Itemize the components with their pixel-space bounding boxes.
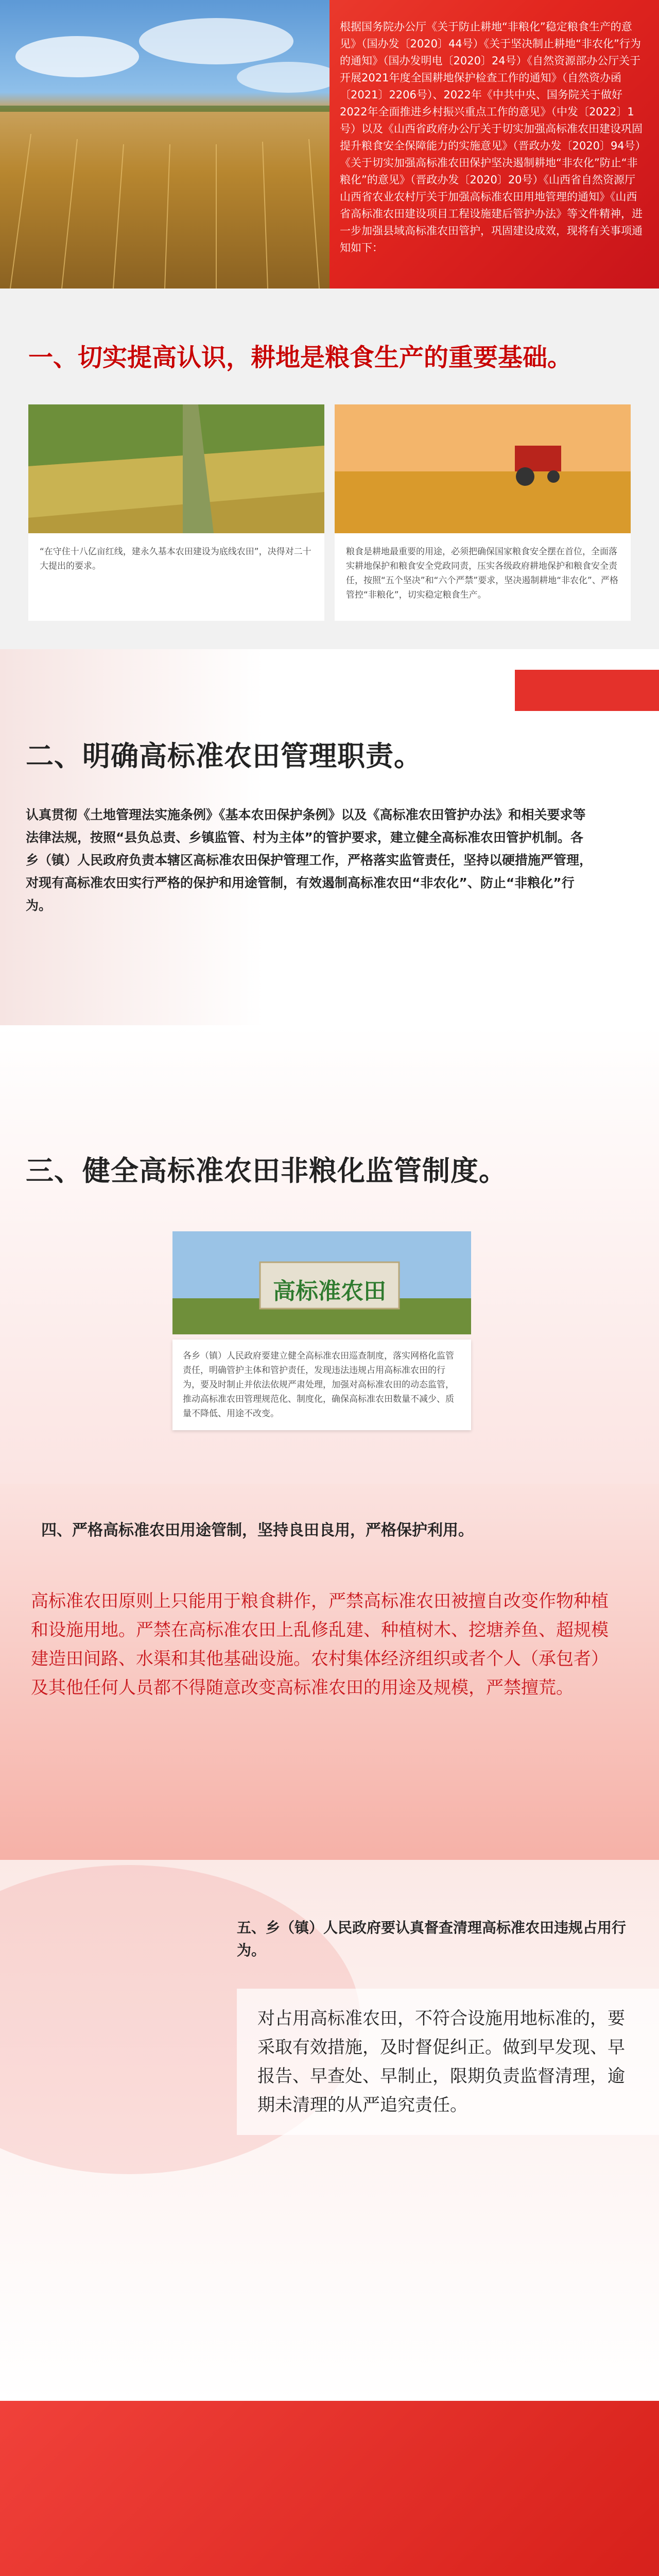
section-2-title: 二、明确高标准农田管理职责。 — [26, 740, 422, 772]
section-3-caption-card: 各乡（镇）人民政府要建立健全高标准农田巡查制度，落实网格化监管责任，明确管护主体和管护责任，发现违法违规占用高标准农田的行为，要及时制止并依法依规严肃处理，加强对高标准农田的动态监管，推动高标准农田管理规范化、制度化，确保高标准农田数量不减少、质量不降低、用途不改变。 — [172, 1340, 471, 1430]
section-2-red-stripe — [515, 670, 659, 711]
farmland-aerial-image — [28, 404, 324, 533]
section-4-title: 四、严格高标准农田用途管制，坚持良田良用，严格保护利用。 — [41, 1521, 474, 1539]
section-1-title: 一、切实提高认识，耕地是粮食生产的重要基础。 — [28, 343, 573, 372]
section-5-title: 五、乡（镇）人民政府要认真督查清理高标准农田违规占用行为。 — [237, 1919, 627, 1959]
section-2-body: 认真贯彻《土地管理法实施条例》《基本农田保护条例》以及《高标准农田管护办法》和相关要求等法律法规，按照“县负总责、乡镇监管、村为主体”的管护要求，建立健全高标准农田管护机制。各乡（镇）人民政府负责本辖区高标准农田保护管理工作，严格落实监管责任，坚持以硬措施严管理，对现有高标准农田实行严格的保护和用途管制，有效遏制高标准农田“非农化”、防止“非粮化”行为。 — [26, 807, 593, 913]
section-3-photo — [172, 1231, 471, 1334]
intro-text: 根据国务院办公厅《关于防止耕地“非粮化”稳定粮食生产的意见》（国办发〔2020〕44号）《关于坚决制止耕地“非农化”行为的通知》（国办发明电〔2020〕24号）《自然资源部办公厅关于开展2021年度全国耕地保护检查工作的通知》（自然资办函〔2021〕2206号）、2022年《中共中央、国务院关于做好2022年全面推进乡村振兴重点工作的意见》（中发〔2022〕1号）以及《山西省政府办公厅关于切实加强高标准农田建设巩固提升粮食安全保障能力的实施意见》（晋政办发〔2020〕94号）《关于切实加强高标准农田保护坚决遏制耕地“非农化”防止“非粮化”的意见》（晋政办发〔2020〕20号）《山西省自然资源厅山西省农业农村厅关于加强高标准农田用地管理的通知》《山西省高标准农田建设项目工程设施建后管护办法》等文件精神，进一步加强县域高标准农田管护，巩固建设成效，现将有关事项通知如下： — [340, 21, 643, 254]
harvest-tractor-image — [335, 404, 631, 533]
section-4-body: 高标准农田原则上只能用于粮食耕作，严禁高标准农田被擅自改变作物种植和设施用地。严禁在高标准农田上乱修乱建、种植树木、挖塘养鱼、超规模建造田间路、水渠和其他基础设施。农村集体经济组织或者个人（承包者）及其他任何人员都不得随意改变高标准农田的用途及规模，严禁擅荒。 — [31, 1591, 609, 1698]
wheat-field-illustration — [0, 0, 330, 289]
section-5-body-card: 对占用高标准农田，不符合设施用地标准的，要采取有效措施，及时督促纠正。做到早发现、早报告、早查处、早制止，限期负责监督清理，逾期未清理的从严追究责任。 — [237, 1989, 659, 2135]
section-1-left-caption: “在守住十八亿亩红线，建永久基本农田建设为底线农田”，决得对二十大提出的要求。 — [40, 547, 311, 571]
section-1-card-left — [28, 404, 324, 621]
section-1-right-text: 粮食是耕地最重要的用途，必须把确保国家粮食安全摆在首位，全面落实耕地保护和粮食安全党政同责，压实各级政府耕地保护和粮食安全责任，按照“五个坚决”和“六个严禁”要求，坚决遏制耕地“非农化”、严格管控“非粮化”，切实稳定粮食生产。 — [346, 547, 618, 600]
section-3-title: 三、健全高标准农田非粮化监管制度。 — [26, 1155, 507, 1187]
section-3-sign-text: 高标准农田 — [273, 1278, 386, 1304]
section-6-band — [0, 2401, 659, 2576]
tractor-icon — [515, 446, 561, 471]
wheat-field-image — [0, 0, 330, 289]
section-1-card-right — [335, 404, 631, 621]
